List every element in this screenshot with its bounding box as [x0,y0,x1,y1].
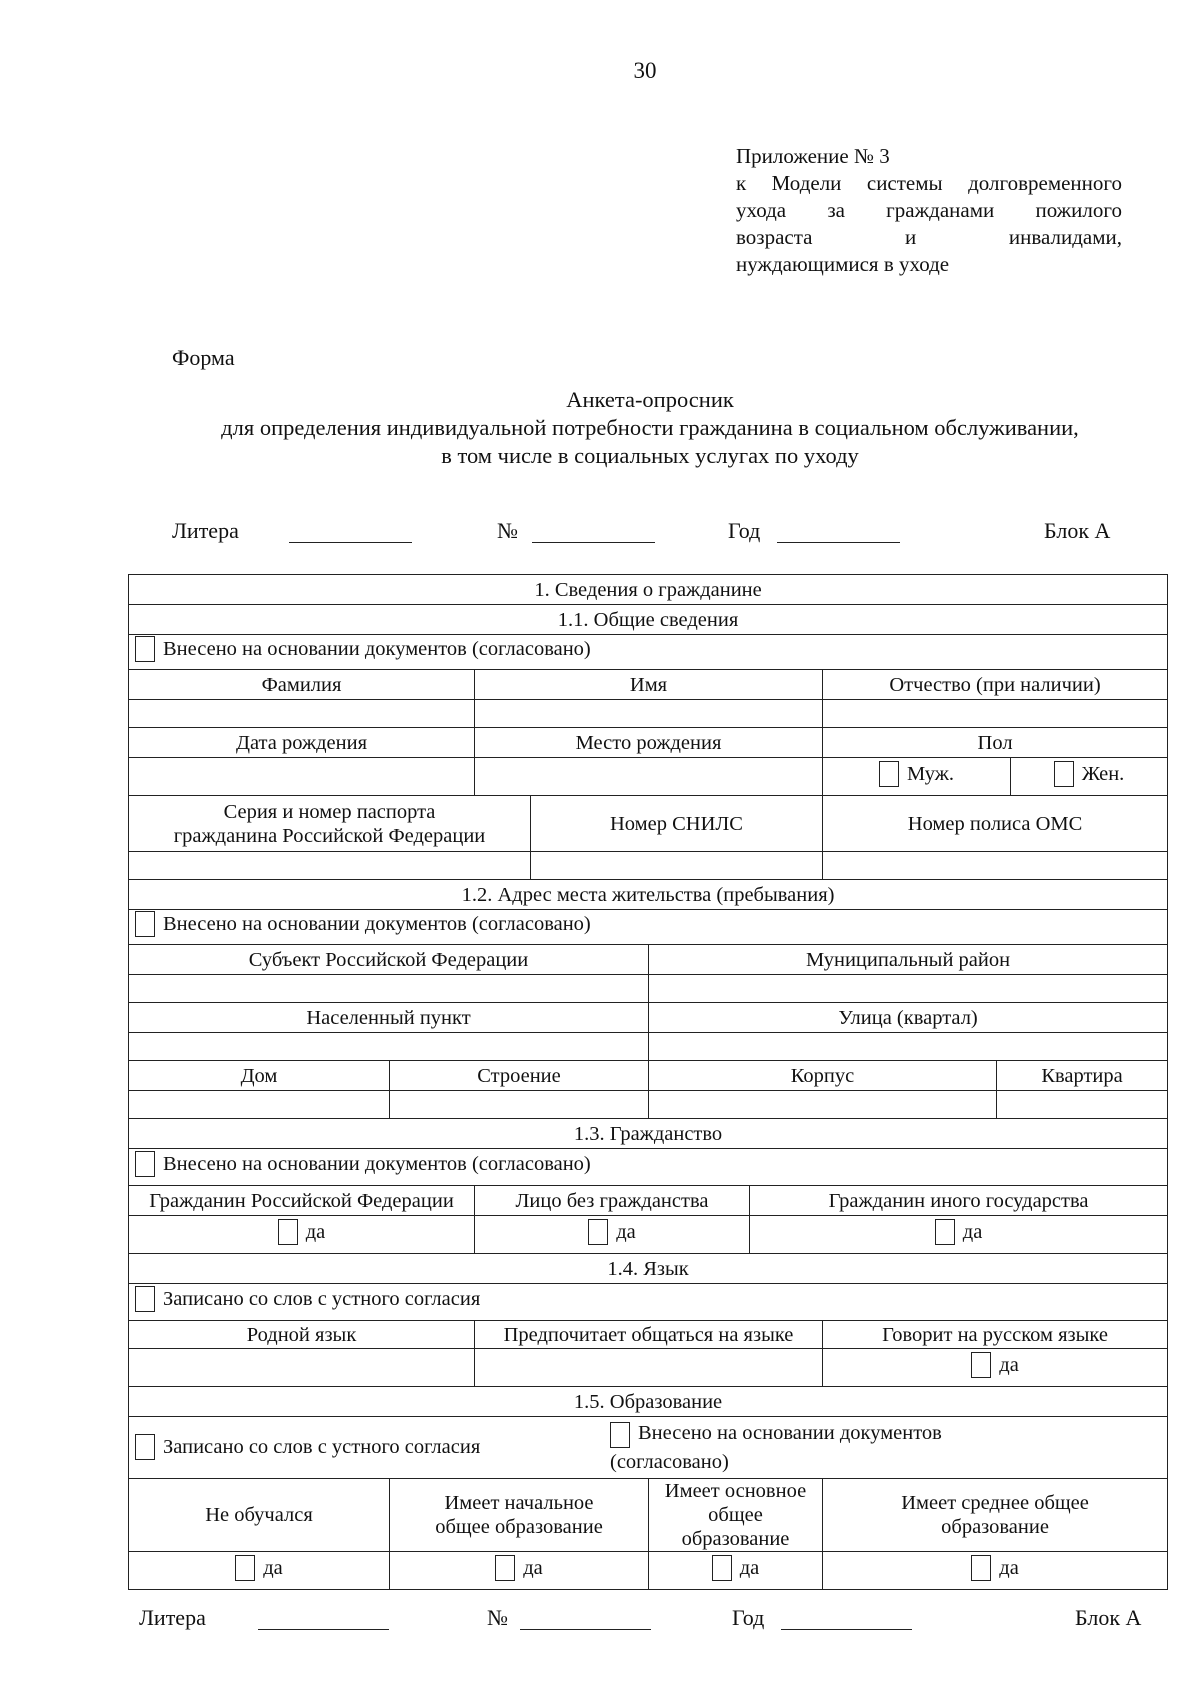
appendix-line-4: возраста и инвалидами, [736,225,1122,249]
number-label-bottom: № [487,1605,508,1630]
appendix-line-1: Приложение № 3 [736,144,890,168]
patronymic-header: Отчество (при наличии) [823,670,1168,700]
page-number: 30 [633,58,657,83]
appendix-line-5: нуждающимися в уходе [736,252,950,276]
name-header: Имя [475,670,823,700]
section-1-1-title: 1.1. Общие сведения [129,605,1168,635]
rf-citizen-checkbox[interactable] [278,1219,298,1245]
stateless-checkbox[interactable] [588,1219,608,1245]
document-title [120,386,1180,470]
appendix-line-2: к Модели системы долговременного [736,171,1122,195]
title-line-3: в том числе в социальных услугах по уходу [441,443,859,468]
education-notes-row [129,1417,1168,1479]
rf-citizen-cell [129,1216,475,1254]
locality-header: Населенный пункт [129,1003,649,1033]
year-field-bottom[interactable] [781,1629,912,1630]
title-line-1: Анкета-опросник [566,387,734,412]
no-education-yes: да [263,1556,283,1579]
oms-header: Номер полиса ОМС [823,796,1168,852]
rf-citizen-yes: да [305,1220,326,1243]
speaks-russian-checkbox[interactable] [971,1352,991,1378]
appendix-header [736,143,1122,278]
secondary-education-yes: да [999,1556,1019,1579]
language-oral-note-label: Записано со слов с устного согласия [163,1288,481,1310]
meta-row-top [0,518,1200,550]
education-oral-note-label: Записано со слов с устного согласия [163,1436,481,1459]
secondary-education-line-2: образование [941,1516,1049,1538]
korpus-field[interactable] [649,1091,997,1119]
doc-checkbox-1-3[interactable] [135,1151,155,1177]
doc-checkbox-1-2[interactable] [135,911,155,937]
preferred-language-header: Предпочитает общаться на языке [475,1321,823,1349]
no-education-header: Не обучался [129,1479,390,1552]
doc-note-label: Внесено на основании документов (согласовано) [163,638,591,660]
doc-checkbox-1-5[interactable] [610,1422,630,1448]
stateless-yes: да [616,1220,636,1243]
subject-field[interactable] [129,975,649,1003]
birth-date-header: Дата рождения [129,728,475,758]
section-1-title: 1. Сведения о гражданине [129,575,1168,605]
basic-education-line-2: общее образование [681,1504,790,1550]
sex-header: Пол [823,728,1168,758]
oms-field[interactable] [823,852,1168,880]
district-field[interactable] [649,975,1168,1003]
oral-checkbox-1-4[interactable] [135,1286,155,1312]
number-field-bottom[interactable] [520,1629,651,1630]
name-field[interactable] [475,700,823,728]
language-oral-note-row [129,1284,1168,1321]
subject-header: Субъект Российской Федерации [129,945,649,975]
address-doc-note-row [129,910,1168,945]
block-label: Блок А [1044,518,1111,543]
birth-place-field[interactable] [475,758,823,796]
surname-header: Фамилия [129,670,475,700]
building-header: Строение [390,1061,649,1091]
citizenship-doc-note-label: Внесено на основании документов (согласовано) [163,1153,591,1175]
secondary-education-checkbox[interactable] [971,1555,991,1581]
surname-field[interactable] [129,700,475,728]
speaks-russian-yes: да [999,1353,1019,1376]
apartment-header: Квартира [997,1061,1168,1091]
number-field[interactable] [532,542,655,543]
section-1-4-title: 1.4. Язык [129,1254,1168,1284]
passport-header-line-1: Серия и номер паспорта [223,800,436,823]
litera-field-bottom[interactable] [258,1629,389,1630]
sex-male-cell [823,758,1011,796]
citizenship-doc-note-row [129,1149,1168,1186]
oral-checkbox-1-5[interactable] [135,1434,155,1460]
foreign-citizen-cell [750,1216,1168,1254]
house-header: Дом [129,1061,390,1091]
birth-date-field[interactable] [129,758,475,796]
basic-education-yes: да [739,1556,760,1579]
building-field[interactable] [390,1091,649,1119]
secondary-education-line-1: Имеет среднее общее [901,1492,1089,1514]
female-checkbox[interactable] [1054,761,1074,787]
title-line-2: для определения индивидуальной потребности гражданина в социальном обслуживании, [221,415,1079,440]
foreign-citizen-yes: да [962,1220,983,1243]
primary-education-cell [390,1552,649,1590]
locality-field[interactable] [129,1033,649,1061]
primary-education-checkbox[interactable] [495,1555,515,1581]
year-field[interactable] [777,542,900,543]
basic-education-cell [649,1552,823,1590]
foreign-citizen-checkbox[interactable] [935,1219,955,1245]
secondary-education-cell [823,1552,1168,1590]
secondary-education-header [823,1479,1168,1552]
snils-header: Номер СНИЛС [531,796,823,852]
primary-education-yes: да [523,1556,543,1579]
section-1-5-title: 1.5. Образование [129,1387,1168,1417]
speaks-russian-header: Говорит на русском языке [823,1321,1168,1349]
native-language-header: Родной язык [129,1321,475,1349]
apartment-field[interactable] [997,1091,1168,1119]
education-doc-note-line-2: (согласовано) [610,1450,729,1473]
basic-education-line-1: Имеет основное [664,1480,807,1502]
sex-female-cell [1011,758,1168,796]
litera-field[interactable] [289,542,412,543]
street-field[interactable] [649,1033,1168,1061]
stateless-header: Лицо без гражданства [475,1186,750,1216]
section-1-3-title: 1.3. Гражданство [129,1119,1168,1149]
male-label: Муж. [907,762,954,785]
street-header: Улица (квартал) [649,1003,1168,1033]
no-education-checkbox[interactable] [235,1555,255,1581]
male-checkbox[interactable] [879,761,899,787]
meta-row-bottom [0,1605,1200,1637]
birth-place-header: Место рождения [475,728,823,758]
house-field[interactable] [129,1091,390,1119]
native-language-field[interactable] [129,1349,475,1387]
passport-field[interactable] [129,852,531,880]
doc-checkbox-1-1[interactable] [135,636,155,662]
primary-education-line-1: Имеет начальное [444,1492,594,1514]
passport-header-line-2: гражданина Российской Федерации [173,824,486,847]
block-label-bottom: Блок А [1075,1605,1142,1630]
no-education-cell [129,1552,390,1590]
address-doc-note-label: Внесено на основании документов (согласовано) [163,913,591,935]
district-header: Муниципальный район [649,945,1168,975]
korpus-header: Корпус [649,1061,997,1091]
doc-note-row [129,635,1168,670]
snils-field[interactable] [531,852,823,880]
form-label: Форма [172,345,235,370]
female-label: Жен. [1081,762,1125,785]
number-label: № [497,518,518,543]
patronymic-field[interactable] [823,700,1168,728]
rf-citizen-header: Гражданин Российской Федерации [129,1186,475,1216]
appendix-line-3: ухода за гражданами пожилого [736,198,1122,222]
stateless-cell [475,1216,750,1254]
basic-education-header [649,1479,823,1552]
speaks-russian-cell [823,1349,1168,1387]
citizen-info-table [128,574,1168,1590]
litera-label-bottom: Литера [139,1605,206,1630]
year-label-bottom: Год [732,1605,765,1630]
section-1-2-title: 1.2. Адрес места жительства (пребывания) [129,880,1168,910]
primary-education-header [390,1479,649,1552]
litera-label: Литера [172,518,239,543]
basic-education-checkbox[interactable] [712,1555,732,1581]
education-doc-note-line-1: Внесено на основании документов [638,1422,942,1445]
preferred-language-field[interactable] [475,1349,823,1387]
foreign-citizen-header: Гражданин иного государства [750,1186,1168,1216]
primary-education-line-2: общее образование [435,1516,603,1538]
year-label: Год [728,518,761,543]
passport-header [129,796,531,852]
